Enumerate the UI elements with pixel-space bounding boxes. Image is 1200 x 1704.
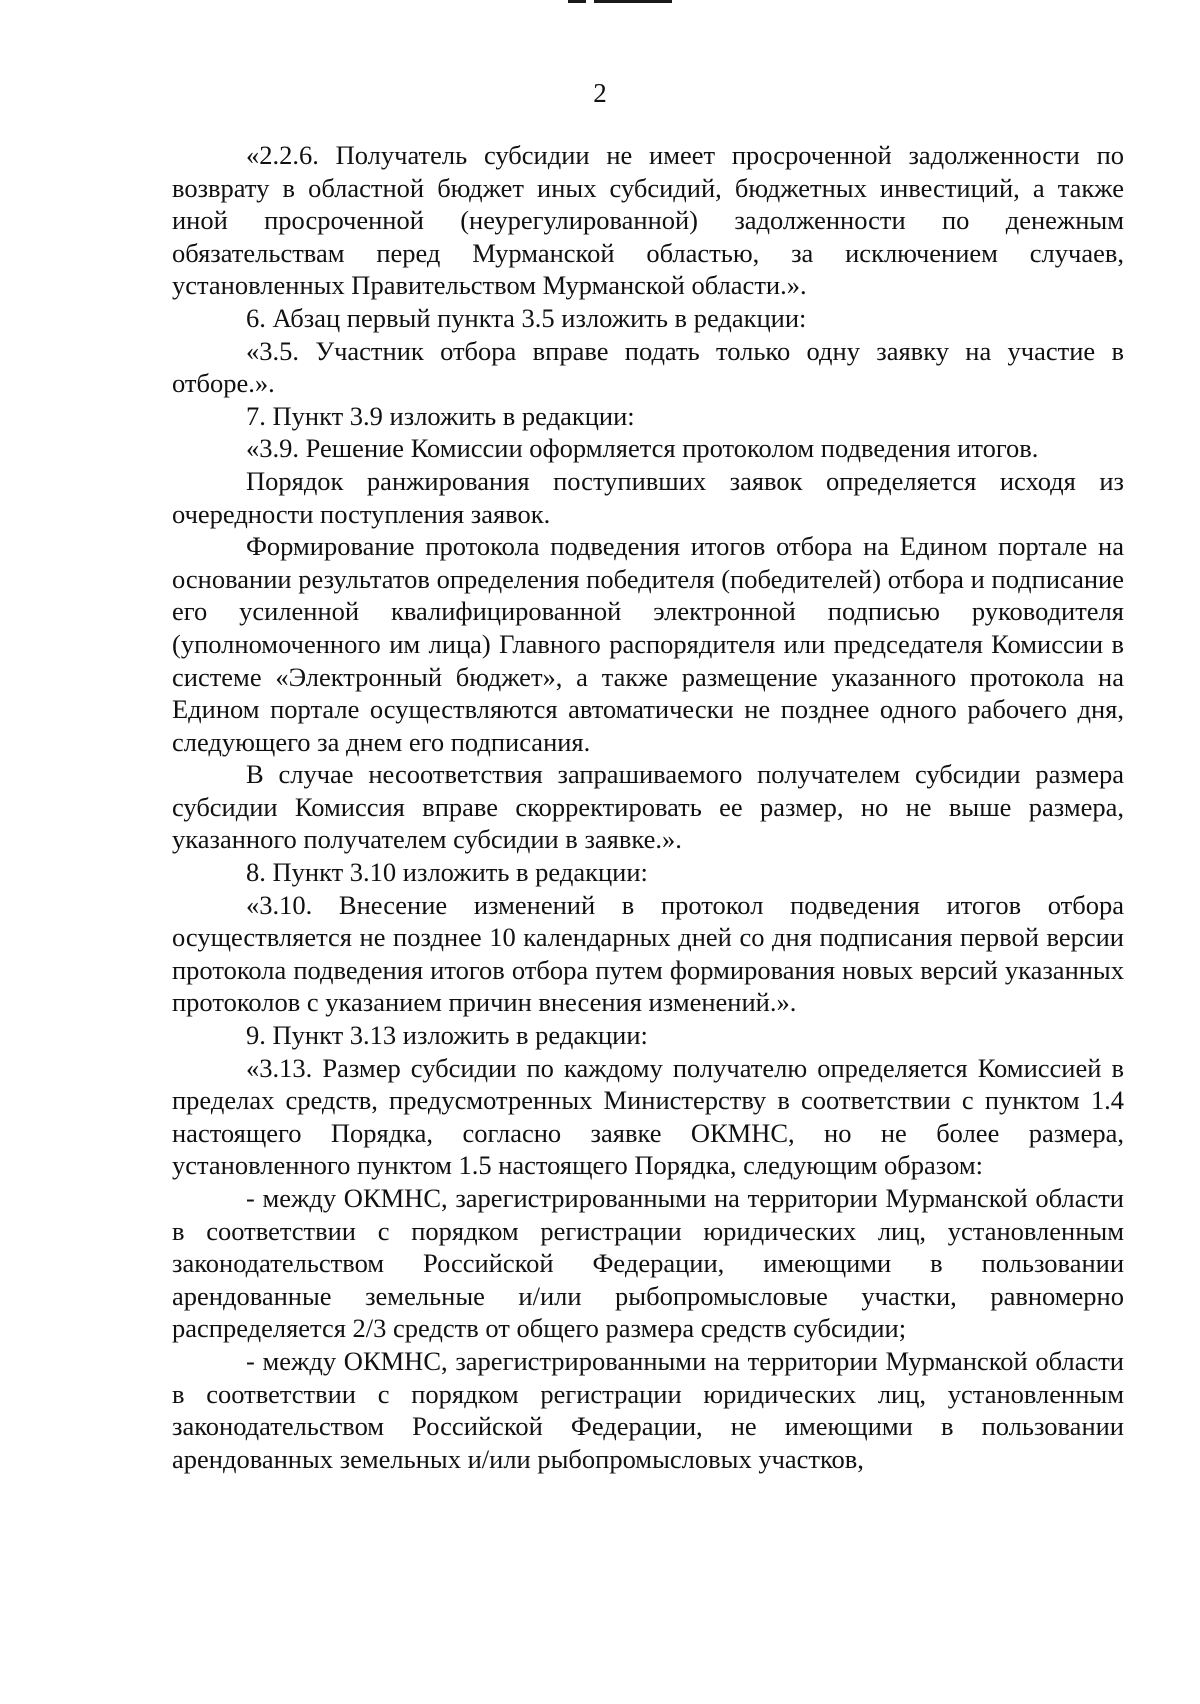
paragraph-item-6: 6. Абзац первый пункта 3.5 изложить в редакции: <box>246 302 807 333</box>
top-edge-mark <box>568 0 672 3</box>
paragraph-item-8: 8. Пункт 3.10 изложить в редакции: <box>246 857 648 888</box>
page-number: 2 <box>593 78 607 108</box>
paragraph-item-9: 9. Пункт 3.13 изложить в редакции: <box>246 1020 648 1051</box>
paragraph-ranking-order: Порядок ранжирования поступивших заявок определяется исходя из очередности поступления заявок. <box>172 465 1124 529</box>
paragraph-bullet-without-plots: - между ОКМНС, зарегистрированными на территории Мурманской области в соответствии с порядком регистрации юридических лиц, установленным законодательством Российской Федерации, не имеющими в пользовании арендованных земельных и/или рыбопромысловых участков, <box>172 1345 1124 1474</box>
paragraph-protocol-forming: Формирование протокола подведения итогов отбора на Едином портале на основании результатов определения победителя (победителей) отбора и подписание его усиленной квалифицированной электронной подписью руководителя (уполномоченного им лица) Главного распорядителя или председателя Комиссии в системе «Электронный бюджет», а также размещение указанного протокола на Едином портале осуществляются автоматически не позднее одного рабочего дня, следующего за днем его подписания. <box>172 531 1124 757</box>
paragraph-bullet-with-plots: - между ОКМНС, зарегистрированными на территории Мурманской области в соответствии с порядком регистрации юридических лиц, установленным законодательством Российской Федерации, имеющими в пользовании арендованные земельные и/или рыбопромысловые участки, равномерно распределяется 2/3 средств от общего размера средств субсидии; <box>172 1183 1124 1344</box>
paragraph-item-7: 7. Пункт 3.9 изложить в редакции: <box>246 400 635 431</box>
paragraph-3-9: «3.9. Решение Комиссии оформляется протоколом подведения итогов. <box>246 433 1039 464</box>
paragraph-3-13: «3.13. Размер субсидии по каждому получателю определяется Комиссией в пределах средств, предусмотренных Министерству в соответствии с пунктом 1.4 настоящего Порядка, согласно заявке ОКМНС, но не более размера, установленного пунктом 1.5 настоящего Порядка, следующим образом: <box>172 1052 1124 1181</box>
paragraph-3-5: «3.5. Участник отбора вправе подать только одну заявку на участие в отборе.». <box>172 335 1124 399</box>
paragraph-2-2-6: «2.2.6. Получатель субсидии не имеет просроченной задолженности по возврату в областной бюджет иных субсидий, бюджетных инвестиций, а также иной просроченной (неурегулированной) задолженности по денежным обязательствам перед Мурманской областью, за исключением случаев, установленных Правительством Мурманской области.». <box>172 140 1124 301</box>
paragraph-size-correction: В случае несоответствия запрашиваемого получателем субсидии размера субсидии Комиссия вправе скорректировать ее размер, но не выше размера, указанного получателем субсидии в заявке.». <box>172 759 1124 855</box>
paragraph-3-10: «3.10. Внесение изменений в протокол подведения итогов отбора осуществляется не позднее 10 календарных дней со дня подписания первой версии протокола подведения итогов отбора путем формирования новых версий указанных протоколов с указанием причин внесения изменений.». <box>172 889 1124 1018</box>
document-body <box>172 139 1124 1475</box>
